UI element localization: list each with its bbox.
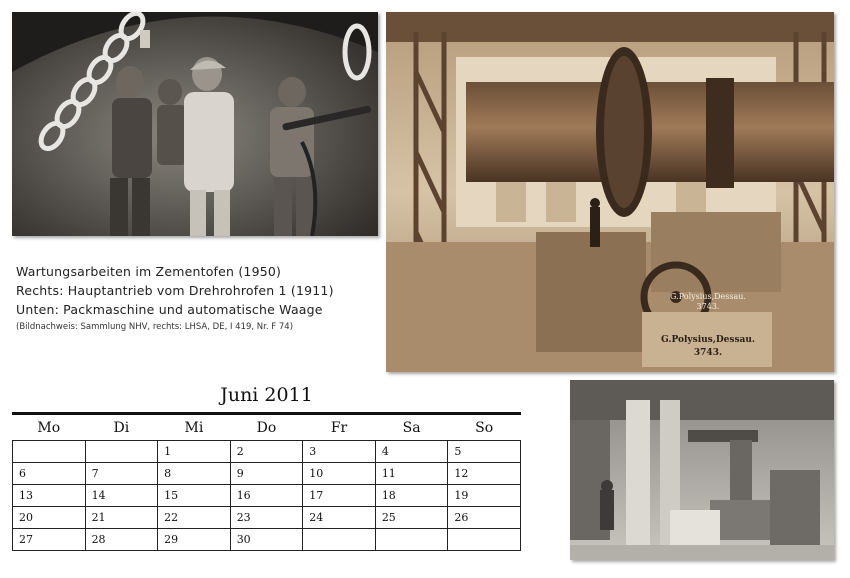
calendar-day-cell: 17 [303, 485, 376, 507]
calendar-day-cell: 9 [230, 463, 303, 485]
calendar-day-cell [13, 441, 86, 463]
calendar-day-cell [375, 529, 448, 551]
weekday-label: Do [256, 420, 277, 436]
calendar-day-cell: 23 [230, 507, 303, 529]
weekday-label: Fr [330, 420, 348, 436]
photo-captions [16, 262, 381, 335]
calendar-title: Juni 2011 [220, 384, 313, 406]
caption-line-2: Rechts: Hauptantrieb vom Drehrohrofen 1 (1911) [16, 283, 334, 298]
calendar-grid [12, 416, 521, 551]
calendar-week-row [13, 529, 521, 551]
calendar-day-cell: 5 [448, 441, 521, 463]
calendar-day-cell: 1 [158, 441, 231, 463]
calendar-day-cell: 12 [448, 463, 521, 485]
weekday-header-row [13, 416, 521, 441]
caption-line-3: Unten: Packmaschine und automatische Waage [16, 302, 323, 317]
calendar-day-cell: 27 [13, 529, 86, 551]
photo-kiln-maintenance [12, 12, 378, 236]
calendar-day-cell: 21 [85, 507, 158, 529]
calendar-day-cell: 29 [158, 529, 231, 551]
calendar-day-cell: 10 [303, 463, 376, 485]
calendar-day-cell: 26 [448, 507, 521, 529]
stamp-small-line2: 3743. [696, 302, 720, 311]
calendar-day-cell: 4 [375, 441, 448, 463]
calendar-week-row [13, 463, 521, 485]
calendar-day-cell: 15 [158, 485, 231, 507]
calendar-day-cell: 30 [230, 529, 303, 551]
calendar-day-cell: 7 [85, 463, 158, 485]
calendar-day-cell: 24 [303, 507, 376, 529]
stamp-small-line1: G.Polysius,Dessau. [670, 292, 746, 301]
weekday-label: Di [113, 420, 130, 436]
photo-packing-machine [570, 380, 834, 560]
calendar-week-row [13, 507, 521, 529]
stamp-large-line1: G.Polysius,Dessau. [660, 335, 756, 345]
calendar-day-cell: 20 [13, 507, 86, 529]
photo-rotary-kiln-drive [386, 12, 834, 372]
calendar-day-cell: 13 [13, 485, 86, 507]
calendar-day-cell: 16 [230, 485, 303, 507]
calendar-day-cell [448, 529, 521, 551]
calendar-day-cell: 28 [85, 529, 158, 551]
calendar-day-cell: 11 [375, 463, 448, 485]
calendar-day-cell: 3 [303, 441, 376, 463]
calendar-title-rule [12, 412, 521, 415]
stamp-large-line2: 3743. [693, 348, 723, 358]
weekday-label: So [475, 420, 494, 436]
calendar-day-cell: 19 [448, 485, 521, 507]
calendar-day-cell [85, 441, 158, 463]
photo-credit: (Bildnachweis: Sammlung NHV, rechts: LHSA, DE, I 419, Nr. F 74) [16, 322, 294, 332]
calendar-week-row [13, 441, 521, 463]
weekday-label: Sa [402, 420, 421, 436]
calendar-day-cell: 6 [13, 463, 86, 485]
calendar-day-cell: 25 [375, 507, 448, 529]
weekday-label: Mi [184, 420, 204, 436]
calendar-day-cell: 14 [85, 485, 158, 507]
calendar-day-cell: 2 [230, 441, 303, 463]
calendar-day-cell: 22 [158, 507, 231, 529]
calendar-week-row [13, 485, 521, 507]
weekday-label: Mo [37, 420, 61, 436]
caption-line-1: Wartungsarbeiten im Zementofen (1950) [16, 264, 282, 279]
calendar-day-cell [303, 529, 376, 551]
calendar-day-cell: 8 [158, 463, 231, 485]
calendar-day-cell: 18 [375, 485, 448, 507]
